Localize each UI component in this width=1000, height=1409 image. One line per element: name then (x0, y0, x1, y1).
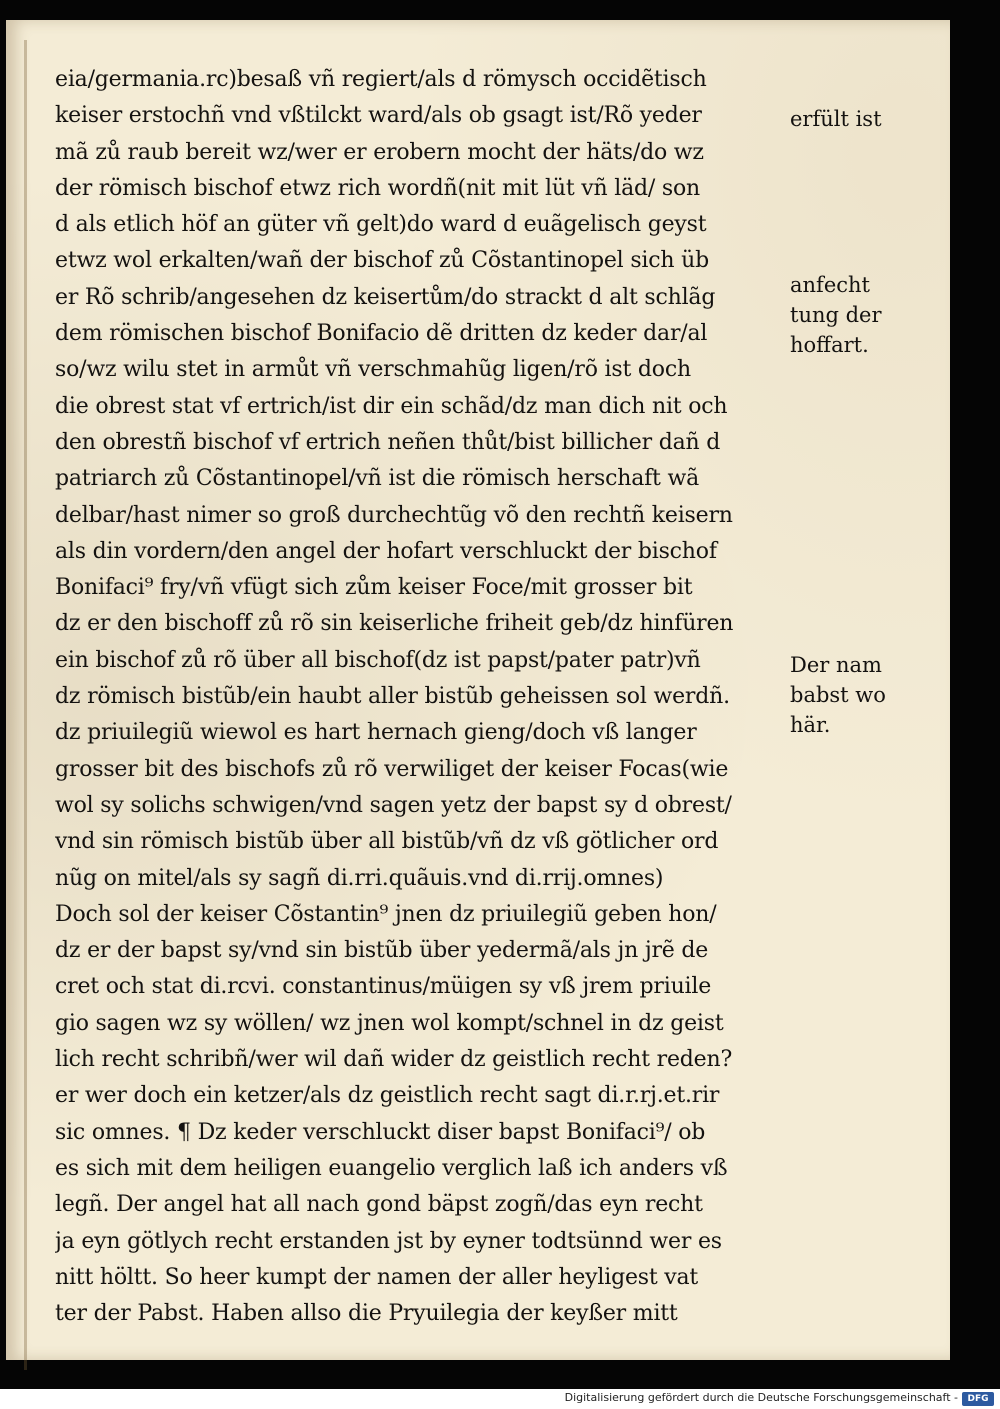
text-line: ein bischof zů rõ über all bischof(dz ist papst/pater patr)vñ (55, 647, 701, 673)
text-line: der römisch bischof etwz rich wordñ(nit mit lüt vñ läd/ son (55, 175, 701, 201)
text-line: dz er der bapst sy/vnd sin bistũb über yedermã/als jn jrẽ de (55, 938, 709, 964)
text-line: cret och stat di.rcvi. constantinus/müigen sy vß jrem priuile (55, 974, 712, 1000)
text-line: ja eyn götlych recht erstanden jst by eyner todtsünnd wer es (55, 1228, 722, 1254)
text-line: dem römischen bischof Bonifacio dẽ dritten dz keder dar/al (55, 321, 708, 347)
margin-note-line: hoffart. (790, 333, 869, 357)
text-line: dz römisch bistũb/ein haubt aller bistũb geheissen sol werdñ. (55, 684, 730, 710)
text-line: sic omnes. ¶ Dz keder verschluckt diser bapst Bonifaci⁹/ ob (55, 1119, 706, 1145)
text-line: es sich mit dem heiligen euangelio verglich laß ich anders vß (55, 1155, 728, 1181)
dfg-logo: DFG (962, 1392, 994, 1406)
text-line: legñ. Der angel hat all nach gond bäpst zogñ/das eyn recht (55, 1192, 703, 1218)
digitization-credit-text: Digitalisierung gefördert durch die Deutsche Forschungsgemeinschaft - (564, 1391, 958, 1404)
margin-note-line: Der nam (790, 653, 882, 677)
text-line: nitt höltt. So heer kumpt der namen der aller heyligest vat (55, 1264, 699, 1290)
text-line: als din vordern/den angel der hofart verschluckt der bischof (55, 538, 717, 564)
text-line: vnd sin römisch bistũb über all bistũb/vñ dz vß götlicher ord (55, 829, 719, 855)
text-line: d als etlich höf an güter vñ gelt)do ward d euãgelisch geyst (55, 212, 707, 238)
text-line: dz er den bischoff zů rõ sin keiserliche friheit geb/dz hinfüren (55, 611, 734, 637)
text-line: den obrestñ bischof vf ertrich neñen thůt/bist billicher dañ d (55, 429, 721, 455)
text-line: ter der Pabst. Haben allso die Pryuilegia der keyßer mitt (55, 1301, 678, 1327)
text-line: wol sy solichs schwigen/vnd sagen yetz der bapst sy d obrest/ (55, 792, 732, 818)
margin-note-line: erfült ist (790, 107, 882, 131)
text-line: Bonifaci⁹ fry/vñ vfügt sich zům keiser Foce/mit grosser bit (55, 575, 693, 601)
text-line: delbar/hast nimer so groß durchechtũg võ den rechtñ keisern (55, 502, 733, 528)
margin-note-line: här. (790, 713, 831, 737)
margin-note-line: tung der (790, 303, 882, 327)
margin-note-line: babst wo (790, 683, 886, 707)
margin-note-fulfilled (790, 104, 940, 134)
text-line: eia/germania.rc)besaß vñ regiert/als d römysch occidẽtisch (55, 67, 707, 92)
margin-note-line: anfecht (790, 273, 870, 297)
body-text (55, 62, 790, 1332)
digitization-credit-bar (0, 1389, 1000, 1409)
page-gutter (24, 40, 27, 1370)
text-line: er Rõ schrib/angesehen dz keisertům/do strackt d alt schlãg (55, 284, 716, 310)
text-line: lich recht schribñ/wer wil dañ wider dz geistlich recht reden? (55, 1047, 733, 1073)
text-line: Doch sol der keiser Cõstantin⁹ jnen dz priuilegiũ geben hon/ (55, 901, 717, 927)
text-line: die obrest stat vf ertrich/ist dir ein schãd/dz man dich nit och (55, 393, 728, 419)
text-line: etwz wol erkalten/wañ der bischof zů Cõstantinopel sich üb (55, 248, 709, 274)
text-line: patriarch zů Cõstantinopel/vñ ist die römisch herschaft wã (55, 466, 700, 492)
text-line: dz priuilegiũ wiewol es hart hernach gieng/doch vß langer (55, 720, 697, 746)
text-line: keiser erstochñ vnd vßtilckt ward/als ob gsagt ist/Rõ yeder (55, 103, 702, 129)
text-line: er wer doch ein ketzer/als dz geistlich recht sagt di.r.rj.et.rir (55, 1083, 720, 1109)
text-line: grosser bit des bischofs zů rõ verwiliget der keiser Focas(wie (55, 756, 729, 782)
text-line: gio sagen wz sy wöllen/ wz jnen wol kompt/schnel in dz geist (55, 1010, 724, 1036)
text-line: so/wz wilu stet in armůt vñ verschmahũg ligen/rõ ist doch (55, 357, 691, 383)
margin-note-temptation (790, 270, 940, 360)
text-line: nũg on mitel/als sy sagñ di.rri.quãuis.vnd di.rrij.omnes) (55, 865, 664, 891)
text-line: mã zů raub bereit wz/wer er erobern mocht der häts/do wz (55, 139, 704, 165)
margin-note-pope-name (790, 650, 940, 740)
